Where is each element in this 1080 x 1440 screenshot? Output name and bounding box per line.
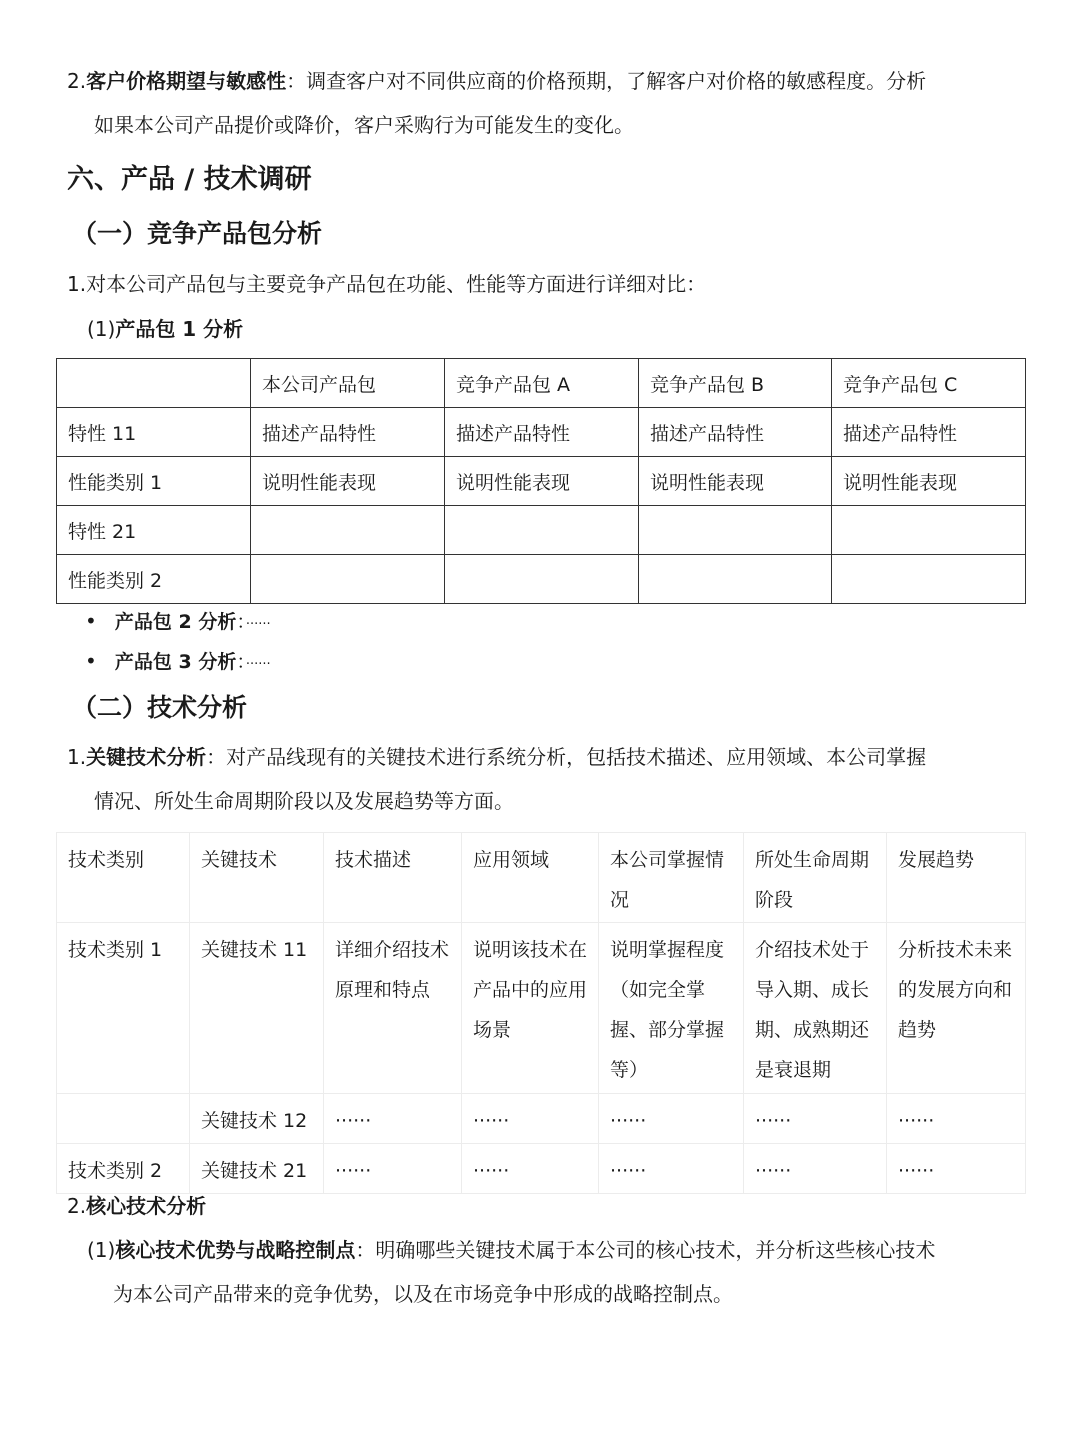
table-cell <box>639 506 832 555</box>
intro-bold-term: 客户价格期望与敏感性 <box>86 69 287 93</box>
bullet-bold: 产品包 2 分析 <box>114 611 237 633</box>
tech-analysis-line-1 <box>67 735 926 779</box>
bullet-colon: ： <box>236 611 246 633</box>
bullet-item-pack-3 <box>85 647 271 679</box>
table-cell: 技术类别 1 <box>57 923 190 1094</box>
table-row <box>57 457 1026 506</box>
subsection-heading-tech: （二）技术分析 <box>72 693 248 722</box>
table-header-cell: 本公司产品包 <box>251 359 445 408</box>
table-cell <box>251 555 445 604</box>
table-row <box>57 506 1026 555</box>
intro-number: 2. <box>67 69 87 93</box>
sub-number: (1) <box>87 1238 116 1262</box>
product-compare-table <box>56 358 1026 604</box>
table-header-cell: 竞争产品包 B <box>639 359 832 408</box>
bullet-item-pack-2 <box>85 607 271 639</box>
tech-analysis-line-2: 情况、所处生命周期阶段以及发展趋势等方面。 <box>94 789 514 813</box>
table-cell: ······ <box>744 1094 887 1144</box>
item-text: ：对产品线现有的关键技术进行系统分析，包括技术描述、应用领域、本公司掌握 <box>206 745 927 769</box>
item-number: 2. <box>67 1194 87 1218</box>
table-cell: 描述产品特性 <box>445 408 639 457</box>
table-cell: 说明性能表现 <box>639 457 832 506</box>
table-cell <box>445 506 639 555</box>
item-number: 1. <box>67 745 87 769</box>
table-cell: 关键技术 12 <box>190 1094 324 1144</box>
tech-analysis-table <box>56 832 1026 1194</box>
table-cell <box>251 506 445 555</box>
table-cell: ······ <box>324 1094 462 1144</box>
sub-bold-term: 核心技术优势与战略控制点 <box>115 1238 356 1262</box>
table-cell: 详细介绍技术原理和特点 <box>324 923 462 1094</box>
table-cell <box>57 1094 190 1144</box>
intro-line-2: 如果本公司产品提价或降价，客户采购行为可能发生的变化。 <box>94 113 634 137</box>
table-cell <box>832 506 1026 555</box>
table-header-cell: 竞争产品包 C <box>832 359 1026 408</box>
bullet-colon: ： <box>236 651 246 673</box>
item-bold-term: 关键技术分析 <box>86 745 207 769</box>
bullet-ellipsis: ······ <box>245 617 271 632</box>
bullet-icon: • <box>85 609 97 633</box>
table-cell: 描述产品特性 <box>639 408 832 457</box>
table-cell: 分析技术未来的发展方向和趋势 <box>887 923 1026 1094</box>
table-row <box>57 555 1026 604</box>
table-cell: 特性 11 <box>57 408 251 457</box>
bullet-bold: 产品包 3 分析 <box>114 651 237 673</box>
core-advantage-line-1 <box>87 1228 935 1272</box>
table-cell: 说明性能表现 <box>832 457 1026 506</box>
table-header-cell: 本公司掌握情况 <box>599 833 744 923</box>
core-advantage-line-2: 为本公司产品带来的竞争优势，以及在市场竞争中形成的战略控制点。 <box>113 1282 733 1306</box>
table-header-cell: 技术类别 <box>57 833 190 923</box>
table-header-cell <box>57 359 251 408</box>
table-cell: 说明性能表现 <box>251 457 445 506</box>
table-header-row <box>57 833 1026 923</box>
table-cell <box>832 555 1026 604</box>
table-cell: 描述产品特性 <box>251 408 445 457</box>
table-header-cell: 应用领域 <box>462 833 599 923</box>
table-header-cell: 技术描述 <box>324 833 462 923</box>
sub-number: (1) <box>87 317 116 341</box>
table-cell: 关键技术 11 <box>190 923 324 1094</box>
intro-line-1 <box>67 59 926 103</box>
table-header-cell: 所处生命周期阶段 <box>744 833 887 923</box>
table-cell: ······ <box>599 1144 744 1194</box>
subsection-heading-competition: （一）竞争产品包分析 <box>72 219 323 248</box>
table-cell: 性能类别 2 <box>57 555 251 604</box>
table-cell: ······ <box>744 1144 887 1194</box>
table-header-cell: 发展趋势 <box>887 833 1026 923</box>
table-cell: 说明该技术在产品中的应用场景 <box>462 923 599 1094</box>
sub-bold-title: 产品包 1 分析 <box>115 317 244 341</box>
table-cell: ······ <box>887 1094 1026 1144</box>
table-cell: ······ <box>887 1144 1026 1194</box>
table-header-cell: 关键技术 <box>190 833 324 923</box>
item-compare-text: 1.对本公司产品包与主要竞争产品包在功能、性能等方面进行详细对比： <box>67 272 707 296</box>
table-cell: 技术类别 2 <box>57 1144 190 1194</box>
table-row <box>57 408 1026 457</box>
item-bold-term: 核心技术分析 <box>86 1194 207 1218</box>
table-cell: 描述产品特性 <box>832 408 1026 457</box>
table-cell: 说明性能表现 <box>445 457 639 506</box>
intro-text: ：调查客户对不同供应商的价格预期，了解客户对价格的敏感程度。分析 <box>286 69 927 93</box>
sub-text: ：明确哪些关键技术属于本公司的核心技术，并分析这些核心技术 <box>355 1238 936 1262</box>
core-tech-heading <box>67 1184 206 1228</box>
table-cell: ······ <box>462 1094 599 1144</box>
table-cell <box>639 555 832 604</box>
table-header-row <box>57 359 1026 408</box>
section-heading: 六、产品 / 技术调研 <box>67 164 312 195</box>
bullet-icon: • <box>85 649 97 673</box>
table-cell: ······ <box>324 1144 462 1194</box>
table-row <box>57 923 1026 1094</box>
table-cell: 关键技术 21 <box>190 1144 324 1194</box>
table-cell: 特性 21 <box>57 506 251 555</box>
table-cell: ······ <box>462 1144 599 1194</box>
bullet-ellipsis: ······ <box>245 657 271 672</box>
table-cell <box>445 555 639 604</box>
table-header-cell: 竞争产品包 A <box>445 359 639 408</box>
table-cell: ······ <box>599 1094 744 1144</box>
table-row <box>57 1094 1026 1144</box>
table-cell: 性能类别 1 <box>57 457 251 506</box>
table-cell: 介绍技术处于导入期、成长期、成熟期还是衰退期 <box>744 923 887 1094</box>
product-pack-1-heading <box>87 307 243 351</box>
table-cell: 说明掌握程度（如完全掌握、部分掌握等） <box>599 923 744 1094</box>
